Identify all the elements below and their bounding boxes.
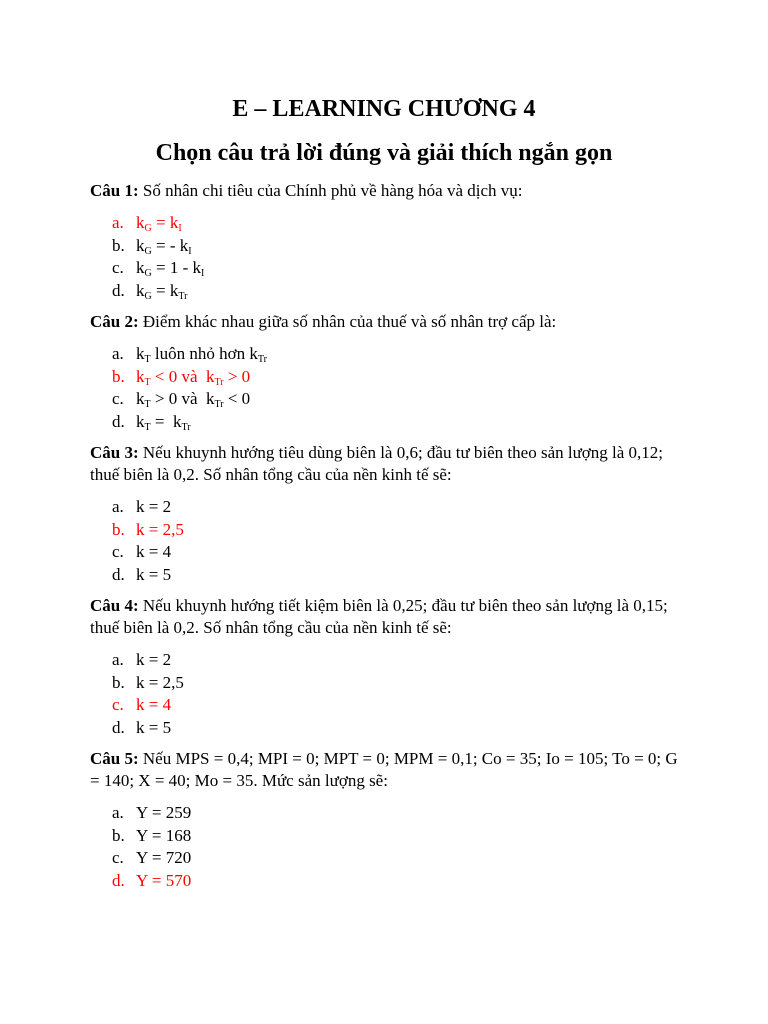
option-text: $k_T < 0$ và $k_{Tr} > 0$	[136, 366, 251, 388]
option-3c	[90, 541, 678, 564]
option-4d	[90, 717, 678, 740]
question-4	[90, 595, 678, 639]
option-text: k = 2	[136, 497, 172, 516]
option-2d	[90, 411, 678, 434]
option-marker: c.	[112, 258, 124, 277]
option-4b	[90, 672, 678, 695]
question-text: Số nhân chi tiêu của Chính phủ về hàng hóa và dịch vụ:	[138, 181, 523, 200]
option-text: $k_G$ = - $k_I$	[136, 235, 192, 257]
option-text: k = 2	[136, 650, 172, 669]
question-label: Câu 5:	[90, 749, 139, 768]
option-marker: b.	[112, 825, 125, 845]
question-label: Câu 2:	[90, 312, 139, 331]
option-marker: c.	[112, 542, 124, 561]
options-list-4	[90, 649, 678, 739]
options-list-2	[90, 343, 678, 433]
question-text: Nếu MPS = 0,4; MPI = 0; MPT = 0; MPM = 0,1; Co = 35; Io = 105; To = 0; G = 140; X = 40; Mo = 35. Mức sản lượng sẽ:	[90, 749, 678, 790]
option-5d	[90, 870, 678, 893]
option-marker: a.	[112, 213, 124, 232]
option-marker: b.	[112, 235, 125, 255]
question-label: Câu 1:	[90, 181, 139, 200]
option-marker: b.	[112, 519, 125, 539]
options-list-5	[90, 802, 678, 892]
question-label: Câu 3:	[90, 443, 139, 462]
option-marker: d.	[112, 411, 125, 431]
option-text: $k_T$ luôn nhỏ hơn $k_{Tr}$	[136, 344, 267, 365]
option-1c	[90, 257, 678, 280]
options-list-3	[90, 496, 678, 586]
option-marker: b.	[112, 672, 125, 692]
option-text: k = 2,5	[136, 519, 184, 539]
option-1b	[90, 235, 678, 258]
option-text: k = 4	[136, 695, 172, 714]
page-title: E – LEARNING CHƯƠNG 4	[232, 96, 536, 122]
option-4a	[90, 649, 678, 672]
options-list-1	[90, 212, 678, 302]
option-marker: a.	[112, 497, 124, 516]
option-text: $k_T > 0$ và $k_{Tr} < 0$	[136, 389, 251, 410]
option-5a	[90, 802, 678, 825]
option-marker: c.	[112, 389, 124, 408]
option-text: k = 2,5	[136, 672, 184, 692]
option-marker: c.	[112, 695, 124, 714]
option-text: Y = 168	[136, 825, 192, 845]
option-5c	[90, 847, 678, 870]
question-3	[90, 442, 678, 486]
question-text: Điểm khác nhau giữa số nhân của thuế và số nhân trợ cấp là:	[138, 312, 557, 331]
option-2a	[90, 343, 678, 366]
option-text: $k_T = k_{Tr}$	[136, 411, 191, 433]
option-3d	[90, 564, 678, 587]
option-1d	[90, 280, 678, 303]
question-label: Câu 4:	[90, 596, 139, 615]
option-text: k = 5	[136, 564, 172, 584]
option-3a	[90, 496, 678, 519]
option-marker: c.	[112, 848, 124, 867]
option-text: Y = 720	[136, 848, 192, 867]
option-text: $k_G = 1 - k_I$	[136, 258, 205, 279]
option-5b	[90, 825, 678, 848]
option-marker: a.	[112, 803, 124, 822]
option-text: Y = 259	[136, 803, 192, 822]
option-marker: b.	[112, 366, 125, 386]
option-marker: a.	[112, 650, 124, 669]
page-subtitle: Chọn câu trả lời đúng và giải thích ngắn gọn	[155, 140, 613, 166]
option-2c	[90, 388, 678, 411]
option-3b	[90, 519, 678, 542]
option-text: $k_G = k_I$	[136, 213, 182, 234]
option-marker: d.	[112, 564, 125, 584]
option-marker: d.	[112, 280, 125, 300]
option-4c	[90, 694, 678, 717]
question-5	[90, 748, 678, 792]
option-2b	[90, 366, 678, 389]
option-marker: a.	[112, 344, 124, 363]
option-text: Y = 570	[136, 870, 192, 890]
option-text: $k_G = k_{Tr}$	[136, 280, 188, 302]
question-text: Nếu khuynh hướng tiêu dùng biên là 0,6; đầu tư biên theo sản lượng là 0,12; thuế biên là 0,2. Số nhân tổng cầu của nền kinh tế sẽ:	[90, 443, 664, 484]
option-text: k = 5	[136, 717, 172, 737]
question-1	[90, 180, 678, 202]
question-text: Nếu khuynh hướng tiết kiệm biên là 0,25; đầu tư biên theo sản lượng là 0,15; thuế biên là 0,2. Số nhân tổng cầu của nền kinh tế sẽ:	[90, 596, 668, 637]
option-1a	[90, 212, 678, 235]
option-marker: d.	[112, 870, 125, 890]
option-text: k = 4	[136, 542, 172, 561]
option-marker: d.	[112, 717, 125, 737]
question-2	[90, 311, 678, 333]
